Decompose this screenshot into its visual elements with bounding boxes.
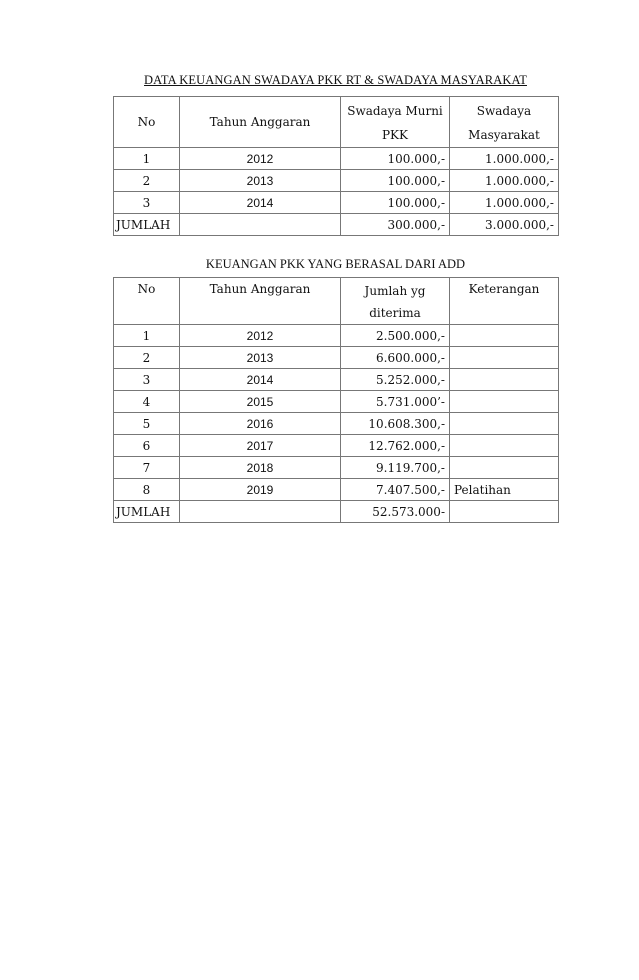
cell-jumlah: 2.500.000,-: [341, 325, 450, 347]
table-row: [114, 148, 559, 170]
table-row: [114, 479, 559, 501]
cell-empty: [180, 501, 341, 523]
cell-keterangan: [450, 413, 559, 435]
cell-swadaya-murni: 100.000,-: [341, 148, 450, 170]
cell-jumlah: 6.600.000,-: [341, 347, 450, 369]
cell-tahun: 2013: [180, 170, 341, 192]
cell-jumlah: 9.119.700,-: [341, 457, 450, 479]
cell-total-swadaya-murni: 300.000,-: [341, 214, 450, 236]
cell-tahun: 2014: [180, 192, 341, 214]
cell-tahun: 2018: [180, 457, 341, 479]
cell-total-swadaya-masyarakat: 3.000.000,-: [450, 214, 559, 236]
table-row: [114, 391, 559, 413]
header-jumlah-line2: diterima: [369, 306, 421, 320]
cell-no: 1: [114, 325, 180, 347]
cell-swadaya-murni: 100.000,-: [341, 192, 450, 214]
header-swadaya-masyarakat-line2: Masyarakat: [468, 128, 540, 142]
cell-tahun: 2016: [180, 413, 341, 435]
cell-jumlah-label: JUMLAH: [114, 214, 180, 236]
cell-swadaya-masyarakat: 1.000.000,-: [450, 170, 559, 192]
cell-no: 4: [114, 391, 180, 413]
cell-tahun: 2012: [180, 325, 341, 347]
table-row: [114, 192, 559, 214]
header-swadaya-masyarakat: [450, 97, 559, 148]
cell-keterangan: [450, 435, 559, 457]
cell-jumlah: 5.252.000,-: [341, 369, 450, 391]
table-row: [114, 325, 559, 347]
cell-swadaya-masyarakat: 1.000.000,-: [450, 192, 559, 214]
header-swadaya-masyarakat-line1: Swadaya: [476, 104, 532, 118]
cell-total-jumlah: 52.573.000-: [341, 501, 450, 523]
table-row: [114, 170, 559, 192]
header-swadaya-murni-line2: PKK: [381, 128, 408, 142]
cell-tahun: 2019: [180, 479, 341, 501]
cell-keterangan: [450, 391, 559, 413]
cell-swadaya-masyarakat: 1.000.000,-: [450, 148, 559, 170]
table1-total-row: [114, 214, 559, 236]
table-row: [114, 457, 559, 479]
cell-tahun: 2014: [180, 369, 341, 391]
cell-tahun: 2017: [180, 435, 341, 457]
cell-keterangan: Pelatihan: [450, 479, 559, 501]
header-swadaya-murni-pkk: [341, 97, 450, 148]
table-row: [114, 435, 559, 457]
cell-keterangan: [450, 325, 559, 347]
cell-keterangan: [450, 369, 559, 391]
cell-jumlah: 12.762.000,-: [341, 435, 450, 457]
swadaya-finance-table: [113, 96, 559, 236]
table-row: [114, 413, 559, 435]
header-jumlah-line1: Jumlah yg: [364, 284, 426, 298]
table1-title: DATA KEUANGAN SWADAYA PKK RT & SWADAYA MASYARAKAT: [144, 73, 527, 87]
table2-title: KEUANGAN PKK YANG BERASAL DARI ADD: [205, 257, 466, 271]
table2-header-row: [114, 278, 559, 325]
cell-no: 2: [114, 347, 180, 369]
cell-no: 3: [114, 369, 180, 391]
cell-jumlah: 7.407.500,-: [341, 479, 450, 501]
header-swadaya-murni-line1: Swadaya Murni: [347, 104, 443, 118]
header-keterangan: Keterangan: [450, 278, 559, 325]
cell-keterangan: [450, 347, 559, 369]
cell-keterangan: [450, 457, 559, 479]
table-row: [114, 369, 559, 391]
cell-no: 1: [114, 148, 180, 170]
cell-tahun: 2015: [180, 391, 341, 413]
table1-header-row: [114, 97, 559, 148]
table-row: [114, 347, 559, 369]
cell-no: 7: [114, 457, 180, 479]
header-jumlah-diterima: [341, 278, 450, 325]
cell-no: 3: [114, 192, 180, 214]
cell-empty: [180, 214, 341, 236]
cell-no: 5: [114, 413, 180, 435]
add-finance-table: [113, 277, 559, 523]
cell-empty: [450, 501, 559, 523]
cell-jumlah: 10.608.300,-: [341, 413, 450, 435]
cell-swadaya-murni: 100.000,-: [341, 170, 450, 192]
header-no: No: [114, 278, 180, 325]
header-tahun-anggaran: Tahun Anggaran: [180, 278, 341, 325]
cell-tahun: 2013: [180, 347, 341, 369]
cell-no: 8: [114, 479, 180, 501]
table2-total-row: [114, 501, 559, 523]
cell-no: 6: [114, 435, 180, 457]
cell-tahun: 2012: [180, 148, 341, 170]
cell-jumlah: 5.731.000’-: [341, 391, 450, 413]
cell-jumlah-label: JUMLAH: [114, 501, 180, 523]
cell-no: 2: [114, 170, 180, 192]
header-no: No: [114, 97, 180, 148]
header-tahun-anggaran: Tahun Anggaran: [180, 97, 341, 148]
